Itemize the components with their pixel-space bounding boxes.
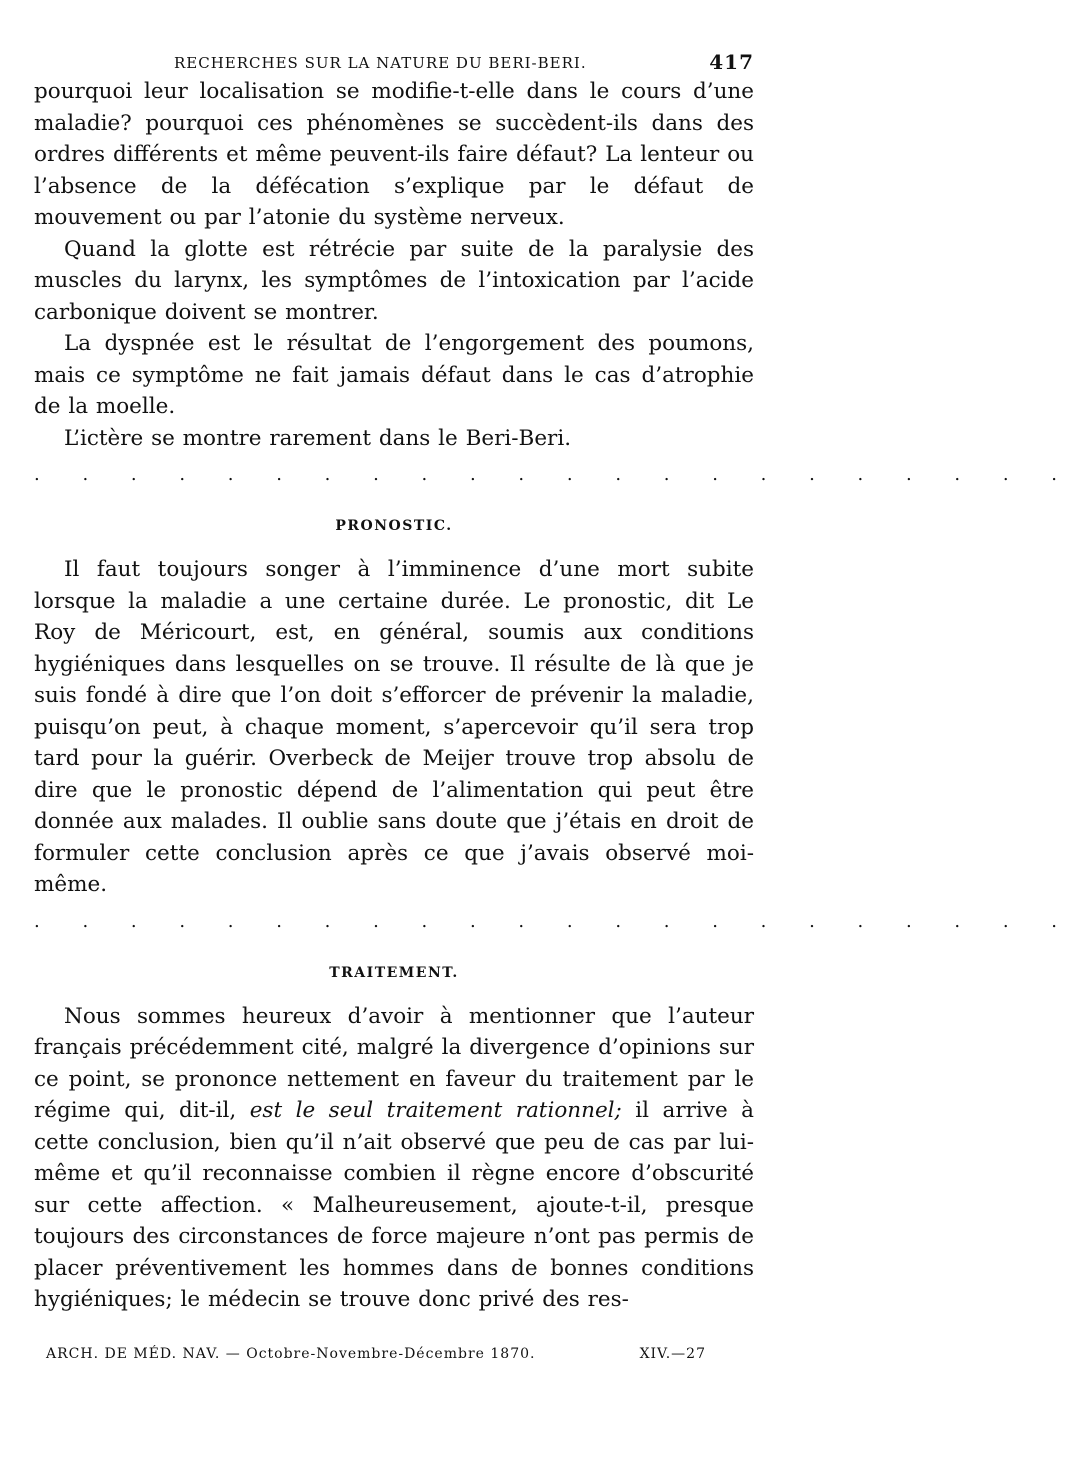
paragraph: pourquoi leur localisation se modifie-t-elle dans le cours d’une maladie? pourquoi ces phénomènes se succèdent-ils dans des ordres différents et même peuvent-ils faire défaut? La lenteur ou l’absence de la défécation s’explique par le défaut de mouvement ou par l’atonie du système nerveux. xyxy=(34,79,754,230)
section-pronostic xyxy=(34,518,1076,941)
running-title: RECHERCHES SUR LA NATURE DU BERI-BERI. xyxy=(174,54,587,72)
running-header xyxy=(34,46,754,76)
paragraph: Quand la glotte est rétrécie par suite de la paralysie des muscles du larynx, les symptômes de l’intoxication par l’acide carbonique doivent se montrer. xyxy=(34,236,754,325)
paragraph xyxy=(34,1001,754,1316)
section-symptoms-continued xyxy=(34,76,1076,494)
section-heading: PRONOSTIC. xyxy=(335,518,453,534)
paragraph: L’ictère se montre rarement dans le Beri-Beri. xyxy=(64,425,572,451)
paragraph: Il faut toujours songer à l’imminence d’une mort subite lorsque la maladie a une certaine durée. Le pronostic, dit Le Roy de Méricourt, est, en général, soumis aux conditions hygiéniques dans lesquelles on se trouve. Il résulte de là que je suis fondé à dire que l’on doit s’efforcer de prévenir la maladie, puisqu’on peut, à chaque moment, s’apercevoir qu’il sera trop tard pour la guérir. Overbeck de Meijer trouve trop absolu de dire que le pronostic dépend de l’alimentation qui peut être donnée aux malades. Il oublie sans doute que j’étais en droit de formuler cette conclusion après ce que j’avais observé moi-même. xyxy=(34,557,754,897)
ellipsis-separator: . . . . . . . . . . . . . . . . . . . . . . xyxy=(34,464,1076,485)
paragraph: La dyspnée est le résultat de l’engorgement des poumons, mais ce symptôme ne fait jamais défaut dans le cas d’atrophie de la moelle. xyxy=(34,331,754,419)
signature-mark: XIV.—27 xyxy=(639,1346,706,1362)
italic-quote: est le seul traitement rationnel; xyxy=(249,1098,622,1123)
ellipsis-separator: . . . . . . . . . . . . . . . . . . . . . . xyxy=(34,910,1076,932)
section-traitement xyxy=(34,965,754,1316)
journal-citation: ARCH. DE MÉD. NAV. — Octobre-Novembre-Décembre 1870. xyxy=(46,1346,536,1362)
paragraph-text: il arrive à cette conclusion, bien qu’il n’ait observé que peu de cas par lui-même et qu’il reconnaisse combien il règne encore d’obscurité sur cette affection. « Malheureusement, ajoute-t-il, presque toujours des circonstances de force majeure n’ont pas permis de placer préventivement les hommes dans de bonnes conditions hygiéniques; le médecin se trouve donc privé des res- xyxy=(34,1098,754,1312)
document-page xyxy=(34,46,1076,1316)
page-footer xyxy=(46,1346,706,1362)
page-number: 417 xyxy=(709,50,754,74)
section-heading: TRAITEMENT. xyxy=(329,964,459,981)
paragraph-text: Nous sommes heureux d’avoir à mentionner que l’auteur français précédemment cité, malgré la divergence d’opinions sur ce point, se prononce nettement en faveur du traitement par le régime qui, dit-il, xyxy=(34,1003,754,1123)
